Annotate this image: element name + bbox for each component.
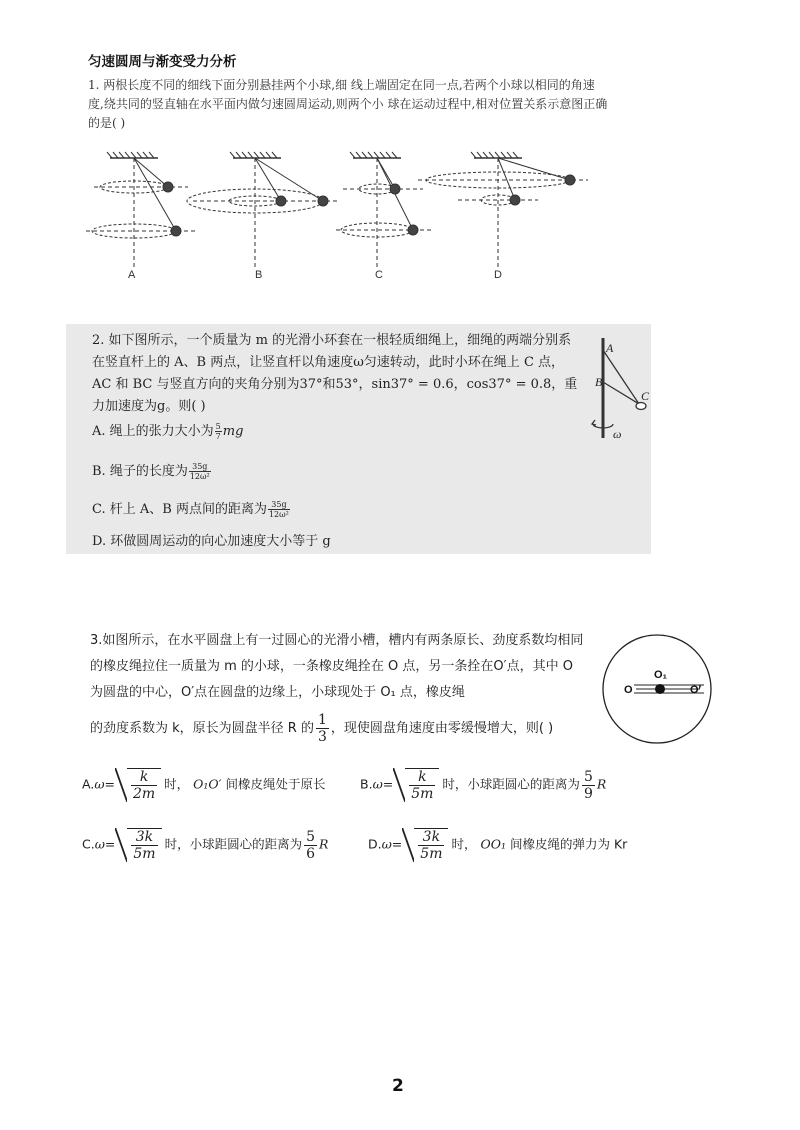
figure-point-o: O [624,684,633,696]
figure-point-oprime: O′ [690,684,702,696]
question-2-option-b: B. 绳子的长度为 $\frac{35g}{\text{12ω²}}$ [92,462,210,481]
figure-b [187,152,338,268]
question-2-option-c: C. 杆上 A、B 两点间的距离为 $\frac{35g}{\text{12ω²}}$ [92,500,289,519]
figure-point-a: A [606,341,614,355]
question-3-option-d: D.ω= $\frac{3k}{5m}$ 时， OO₁ 间橡皮绳的弹力为 Kr [368,829,628,862]
page-title: 匀速圆周与渐变受力分析 [88,54,237,70]
question-3-option-a: A.ω= $\frac{k}{2m}$ 时， O₁O′ 间橡皮绳处于原长 [82,769,326,802]
question-3-figure [600,632,715,747]
figure-point-b: B [595,375,603,389]
question-3-text: 3.如图所示，在水平圆盘上有一过圆心的光滑小槽，槽内有两条原长、劲度系数均相同的橡皮绳拉住一质量为 m 的小球，一条橡皮绳拴在 O 点，另一条拴在O′点，其中 O 为圆盘的中心，O′点在圆盘的边缘上，小球现处于 O₁ 点，橡皮绳 的劲度系数为 k，原长为圆盘半径 R 的 $\frac{1}{3}$ ，现使圆盘角速度由零缓慢增大，则( ) [90,633,584,745]
question-1-figure [78,140,608,290]
figure-a [86,152,196,268]
question-2-figure [575,334,650,444]
question-2-text: 2. 如下图所示，一个质量为 m 的光滑小环套在一根轻质细绳上，细绳的两端分别系在竖直杆上的 A、B 两点，让竖直杆以角速度ω匀速转动，此时小环在绳上 C 点，AC 和 BC 与竖直方向的夹角分别为37°和53°，sin37° = 0.6，cos37° = 0.8，重力加速度为g。则( ) [92,333,578,414]
question-2-option-a: A. 绳上的张力大小为 $\frac{5}{7}$ mg [92,422,244,441]
figure-omega: ω [613,427,622,441]
figure-point-o1: O₁ [654,669,668,681]
figure-label-c: C [375,269,383,281]
question-2-option-d: D. 环做圆周运动的向心加速度大小等于 g [92,534,331,549]
figure-label-d: D [494,269,502,281]
figure-d [418,152,588,268]
question-1-text: 1. 两根长度不同的细线下面分别悬挂两个小球,细 线上端固定在同一点,若两个小球以相同的角速度,绕共同的竖直轴在水平面内做匀速圆周运动,则两个小 球在运动过程中,相对位置关系示意图正确的是( ) [88,78,608,130]
question-3-option-b: B.ω= $\frac{k}{5m}$ 时，小球距圆心的距离为 $\frac{5}{9}$ R [360,768,607,802]
question-3-option-c: C.ω= $\frac{3k}{5m}$ 时，小球距圆心的距离为 $\frac{5}{6}$ R [82,828,329,862]
figure-label-a: A [128,269,136,281]
figure-point-c: C [641,389,650,403]
figure-label-b: B [255,269,263,281]
figure-c [336,152,433,268]
page-number: 2 [392,1076,404,1096]
